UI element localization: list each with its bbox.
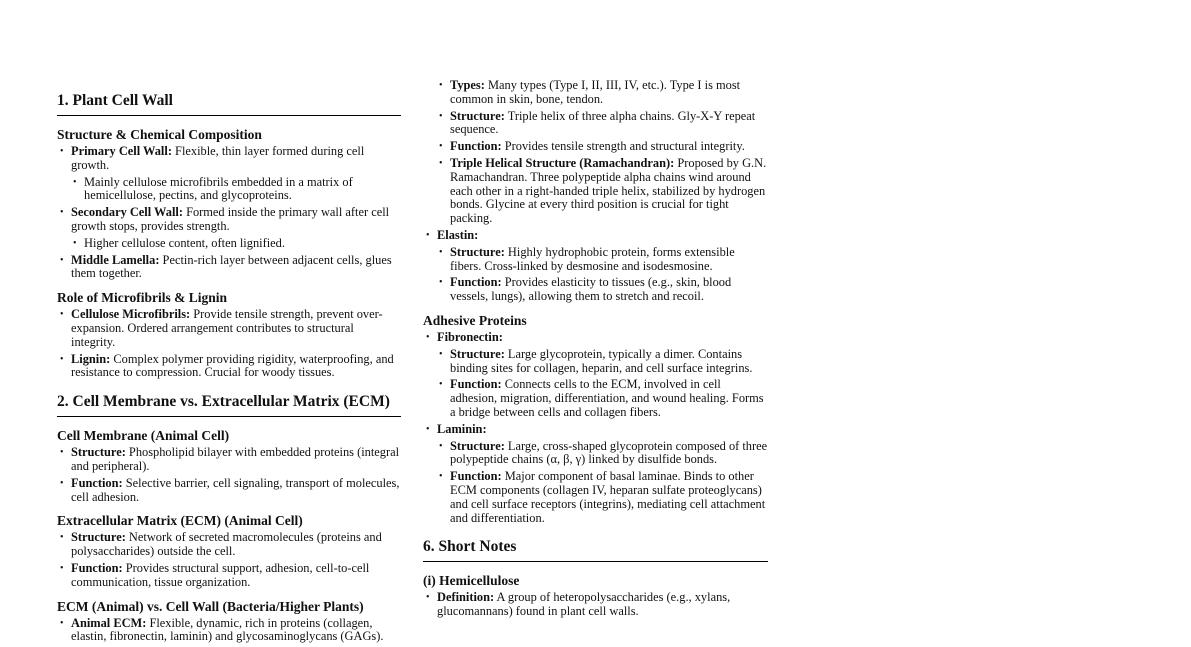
list-ecm [57, 531, 401, 589]
list-structure [57, 145, 401, 281]
list-item-primary-sub: • Mainly cellulose microfibrils embedded in a matrix of hemicellulose, pectins, and glycoproteins. [70, 176, 401, 204]
subheading-microfibrils-lignin: Role of Microfibrils & Lignin [57, 290, 227, 306]
list-ecm-vs-wall [57, 617, 401, 645]
list-adhesive [423, 331, 768, 525]
left-column [57, 91, 401, 647]
subheading-adhesive-proteins: Adhesive Proteins [423, 312, 527, 328]
list-item-triple-helix: • Triple Helical Structure (Ramachandran): Proposed by G.N. Ramachandran. Three polypeptide alpha chains wind around each other in a right-handed triple helix, stabilized by hydrogen bonds. Glycine at every third position is crucial for tight packing. [436, 157, 768, 226]
subheading-structure-composition: Structure & Chemical Composition [57, 127, 262, 142]
list-item-elastin-function: • Function: Provides elasticity to tissues (e.g., skin, blood vessels, lungs), allowing them to stretch and recoil. [436, 276, 768, 304]
list-item-secondary-sub: • Higher cellulose content, often lignified. [70, 237, 401, 251]
list-item-elastin: • Elastin: [423, 229, 768, 243]
list-item-fibronectin-structure: • Structure: Large glycoprotein, typically a dimer. Contains binding sites for collagen, heparin, and cell surface integrins. [436, 348, 768, 376]
list-item-fibronectin: • Fibronectin: [423, 331, 768, 345]
subheading-ecm: Extracellular Matrix (ECM) (Animal Cell) [57, 513, 303, 529]
list-item-laminin-function: • Function: Major component of basal laminae. Binds to other ECM components (collagen IV, heparan sulfate proteoglycans) and cell surface receptors (integrins), mediating cell attachment and differentiation. [436, 470, 768, 525]
section-heading-membrane-vs-ecm: 2. Cell Membrane vs. Extracellular Matrix (ECM) [57, 392, 401, 417]
right-column [423, 79, 768, 622]
list-collagen [423, 79, 768, 304]
list-item-collagen-structure: • Structure: Triple helix of three alpha chains. Gly-X-Y repeat sequence. [436, 110, 768, 138]
list-item-secondary-cell-wall: • Secondary Cell Wall: Formed inside the primary wall after cell growth stops, provides strength. [57, 206, 401, 234]
list-item-cellulose-microfibrils: • Cellulose Microfibrils: Provide tensile strength, prevent over-expansion. Ordered arrangement contributes to structural integrity. [57, 308, 401, 349]
list-hemicellulose [423, 591, 768, 619]
list-item-ecm-structure: • Structure: Network of secreted macromolecules (proteins and polysaccharides) outside the cell. [57, 531, 401, 559]
subheading-cell-membrane: Cell Membrane (Animal Cell) [57, 428, 230, 444]
section-heading-plant-cell-wall: 1. Plant Cell Wall [57, 91, 401, 116]
list-item-middle-lamella: • Middle Lamella: Pectin-rich layer between adjacent cells, glues them together. [57, 254, 401, 282]
list-cell-membrane [57, 446, 401, 504]
list-item-laminin: • Laminin: [423, 423, 768, 437]
section-heading-short-notes: 6. Short Notes [423, 537, 768, 562]
list-item-ecm-function: • Function: Provides structural support, adhesion, cell-to-cell communication, tissue organization. [57, 562, 401, 590]
list-microfibrils [57, 308, 401, 380]
list-item-lignin: • Lignin: Complex polymer providing rigidity, waterproofing, and resistance to compression. Crucial for woody tissues. [57, 353, 401, 381]
list-item-collagen-types: • Types: Many types (Type I, II, III, IV, etc.). Type I is most common in skin, bone, tendon. [436, 79, 768, 107]
subheading-ecm-vs-cell-wall: ECM (Animal) vs. Cell Wall (Bacteria/Higher Plants) [57, 598, 364, 614]
list-item-fibronectin-function: • Function: Connects cells to the ECM, involved in cell adhesion, migration, differentiation, and wound healing. Forms a bridge between cells and collagen fibers. [436, 378, 768, 419]
list-item-primary-cell-wall: • Primary Cell Wall: Flexible, thin layer formed during cell growth. [57, 145, 401, 173]
list-item-collagen-function: • Function: Provides tensile strength and structural integrity. [436, 140, 768, 154]
list-item-hemicellulose-definition: • Definition: A group of heteropolysaccharides (e.g., xylans, glucomannans) found in plant cell walls. [423, 591, 768, 619]
list-item-elastin-structure: • Structure: Highly hydrophobic protein, forms extensible fibers. Cross-linked by desmosine and isodesmosine. [436, 246, 768, 274]
subheading-hemicellulose: (i) Hemicellulose [423, 573, 520, 589]
list-item-animal-ecm: • Animal ECM: Flexible, dynamic, rich in proteins (collagen, elastin, fibronectin, laminin) and glycosaminoglycans (GAGs). [57, 617, 401, 645]
list-item-membrane-structure: • Structure: Phospholipid bilayer with embedded proteins (integral and peripheral). [57, 446, 401, 474]
list-item-membrane-function: • Function: Selective barrier, cell signaling, transport of molecules, cell adhesion. [57, 477, 401, 505]
list-item-laminin-structure: • Structure: Large, cross-shaped glycoprotein composed of three polypeptide chains (α, β, γ) linked by disulfide bonds. [436, 440, 768, 468]
